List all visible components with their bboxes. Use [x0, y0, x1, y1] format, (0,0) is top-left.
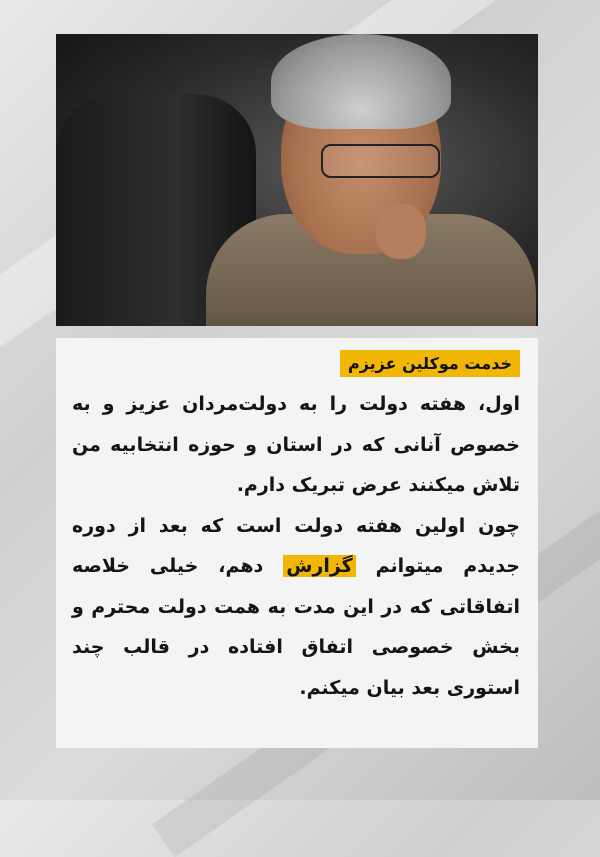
glasses	[321, 144, 440, 178]
paragraph-2-end: دهم، خیلی خلاصه اتفاقاتی که در این مدت به همت دولت محترم و بخش خصوصی اتفاق افتاده در قالب چند استوری بعد بیان میکنم.	[72, 555, 520, 699]
header-tag: خدمت موکلین عزیزم	[340, 350, 520, 377]
hand	[376, 204, 426, 259]
hair	[271, 34, 451, 129]
text-card	[56, 338, 538, 748]
paragraph-2	[72, 506, 520, 709]
message-body	[72, 384, 520, 708]
highlighted-word: گزارش	[283, 555, 356, 577]
paragraph-2-start: چون اولین هفته دولت است که بعد از دوره جدیدم میتوانم	[72, 514, 520, 577]
portrait-photo	[56, 34, 538, 326]
paragraph-1: اول، هفته دولت را به دولت‌مردان عزیز و به خصوص آنانی که در استان و حوزه انتخابیه من تلاش میکنند عرض تبریک دارم.	[72, 393, 520, 496]
